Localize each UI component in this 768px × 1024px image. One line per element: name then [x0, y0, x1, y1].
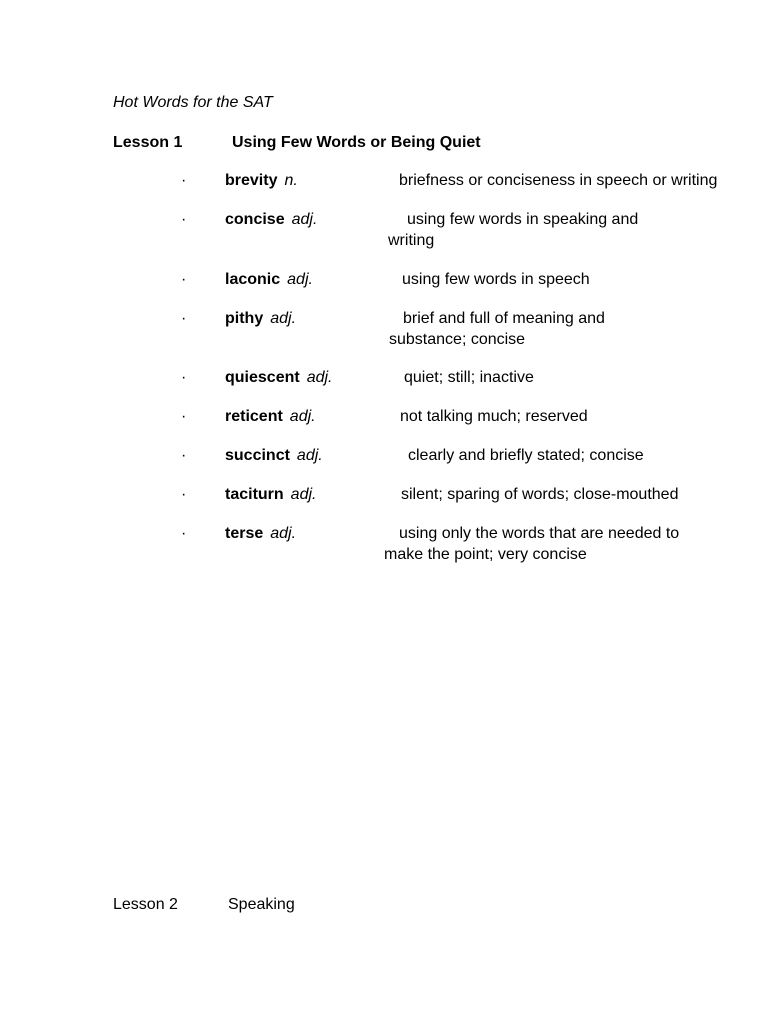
bullet: ·: [181, 408, 187, 425]
definition-line: using few words in speaking and: [407, 211, 639, 228]
bullet: ·: [181, 310, 187, 327]
document-title: Hot Words for the SAT: [113, 94, 273, 111]
part-of-speech: adj.: [270, 310, 297, 327]
part-of-speech: adj.: [296, 447, 323, 464]
vocab-entry: [0, 485, 768, 525]
definition-line: briefness or conciseness in speech or writing: [399, 172, 718, 189]
vocab-entry: [0, 524, 768, 564]
vocab-word: pithy: [225, 310, 264, 327]
definition: [400, 407, 588, 428]
part-of-speech: adj.: [291, 211, 318, 228]
lesson-1-title: Using Few Words or Being Quiet: [232, 134, 481, 151]
lesson-2-label: Lesson 2: [113, 896, 178, 913]
definition-line: make the point; very concise: [384, 545, 587, 563]
part-of-speech: n.: [284, 172, 298, 189]
bullet: ·: [181, 525, 187, 542]
vocab-word: succinct: [225, 447, 290, 464]
part-of-speech: adj.: [306, 369, 333, 386]
definition-line: brief and full of meaning and: [403, 310, 605, 327]
vocab-entry: [0, 210, 768, 250]
definition-line: using only the words that are needed to: [399, 525, 680, 542]
definition: [399, 171, 717, 192]
definition-line: clearly and briefly stated; concise: [408, 447, 644, 464]
definition-line: writing: [388, 231, 435, 249]
vocab-word: brevity: [225, 172, 278, 189]
definition: [408, 446, 644, 467]
definition: [388, 210, 639, 251]
part-of-speech: adj.: [270, 525, 297, 542]
lesson-2-title: Speaking: [228, 896, 295, 913]
vocab-entry: [0, 171, 768, 211]
bullet: ·: [181, 369, 187, 386]
definition-line: not talking much; reserved: [400, 408, 588, 425]
lesson-1-label: Lesson 1: [113, 134, 183, 151]
vocab-entry: [0, 368, 768, 408]
vocab-word: laconic: [225, 271, 281, 288]
vocab-entry: [0, 446, 768, 486]
vocab-word: quiescent: [225, 369, 300, 386]
definition-line: substance; concise: [389, 330, 526, 348]
vocab-entry: [0, 309, 768, 349]
vocab-entry: [0, 407, 768, 447]
definition-line: silent; sparing of words; close-mouthed: [401, 486, 679, 503]
bullet: ·: [181, 271, 187, 288]
vocab-entry: [0, 270, 768, 310]
bullet: ·: [181, 172, 187, 189]
part-of-speech: adj.: [289, 408, 316, 425]
vocab-word: terse: [225, 525, 264, 542]
definition: [384, 524, 680, 565]
definition: [404, 368, 534, 389]
definition: [389, 309, 605, 350]
part-of-speech: adj.: [290, 486, 317, 503]
definition-line: quiet; still; inactive: [404, 369, 534, 386]
bullet: ·: [181, 211, 187, 228]
bullet: ·: [181, 447, 187, 464]
vocab-word: reticent: [225, 408, 283, 425]
vocab-word: taciturn: [225, 486, 284, 503]
part-of-speech: adj.: [287, 271, 313, 288]
definition-line: using few words in speech: [402, 271, 590, 288]
bullet: ·: [181, 486, 187, 503]
definition: [402, 270, 590, 291]
vocab-word: concise: [225, 211, 285, 228]
definition: [401, 485, 678, 506]
